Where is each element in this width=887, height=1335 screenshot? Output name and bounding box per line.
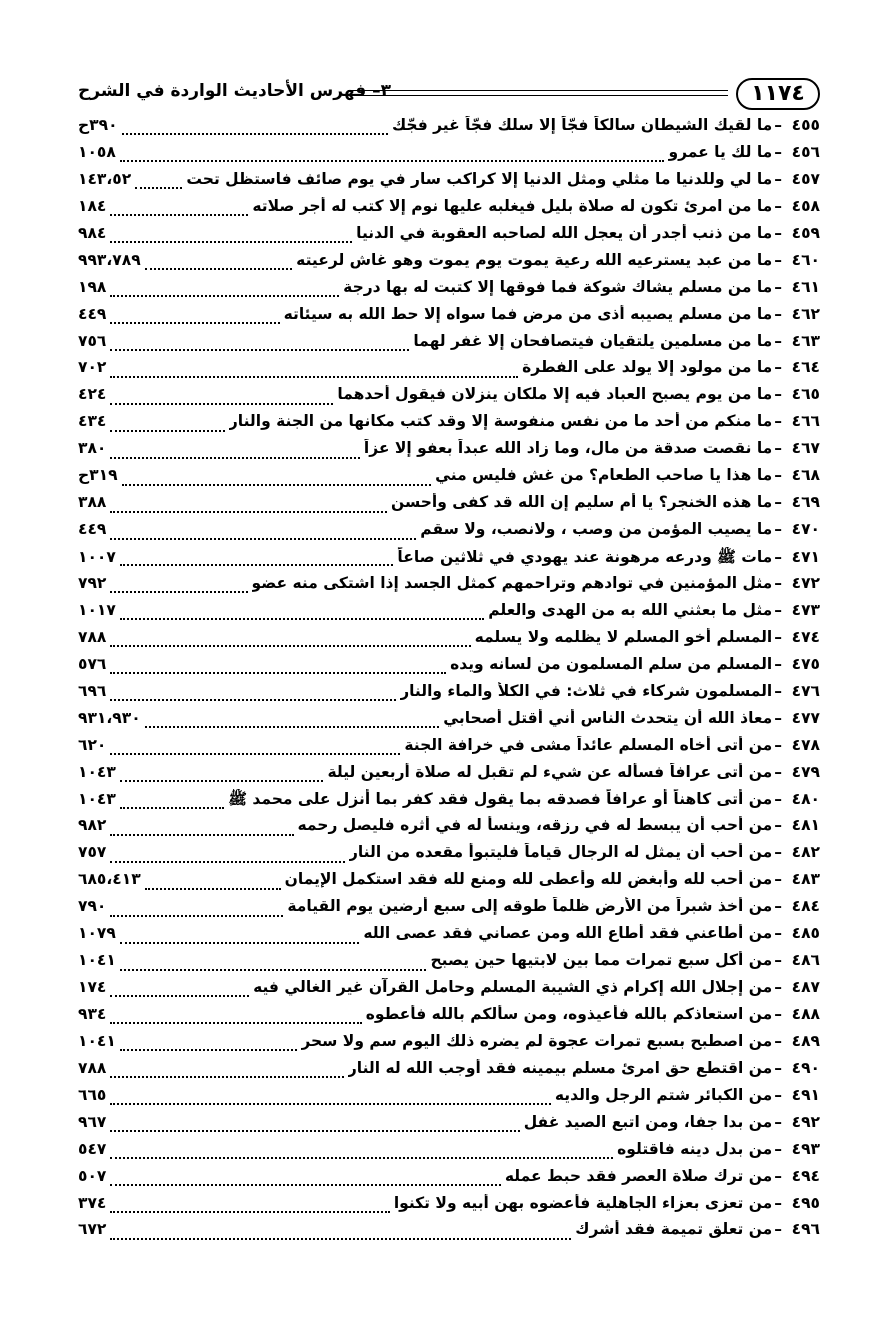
entry-leader-dots [110, 511, 387, 513]
index-entry [78, 358, 820, 385]
entry-hadith-text: ما من ذنب أجدر أن يعجل الله لصاحبه العقوبة في الدنيا [356, 223, 773, 242]
entry-dash: – [774, 304, 782, 323]
entry-dash: – [774, 1031, 782, 1050]
entry-dash: – [774, 1004, 782, 1023]
entry-dash: – [774, 978, 782, 996]
index-entry [78, 951, 820, 978]
entry-page-reference: ١٠٥٨ [78, 142, 116, 161]
entry-page-reference: ٧٨٨ [78, 627, 107, 646]
index-entry [78, 924, 820, 951]
entry-number: ٤٦٠ [791, 250, 820, 269]
entry-page-reference: ٩٣١،٩٣٠ [78, 708, 141, 727]
entry-hadith-text: من الكبائر شتم الرجل والديه [554, 1085, 773, 1104]
entry-number: ٤٨٠ [791, 790, 820, 809]
entry-number: ٤٩٢ [791, 1112, 820, 1131]
entry-leader-dots [120, 969, 427, 971]
entry-number: ٤٨١ [791, 816, 820, 835]
entry-number: ٤٦٤ [791, 358, 820, 377]
entry-hadith-text: من تعلق تميمة فقد أشرك [575, 1220, 773, 1239]
entry-number: ٤٦٨ [791, 466, 820, 485]
entry-leader-dots [122, 133, 388, 135]
entry-hadith-text: ما منكم من أحد ما من نفس منفوسة إلا وقد كتب مكانها من الجنة والنار [228, 412, 773, 431]
entry-hadith-text: ما لقيك الشيطان سالكاً فجّاً إلا سلك فجّاً غير فجّك [391, 116, 773, 134]
entry-page-reference: ٦٦٥ [78, 1085, 107, 1104]
entry-number: ٤٦٧ [791, 439, 820, 458]
entry-number: ٤٩٠ [791, 1058, 820, 1077]
entry-page-reference: ٤٢٤ [78, 385, 107, 404]
entry-hadith-text: من استعاذكم بالله فأعيذوه، ومن سألكم بالله فأعطوه [365, 1004, 773, 1023]
entry-page-reference: ١٠٤٣ [78, 762, 116, 781]
entry-leader-dots [120, 618, 484, 620]
entry-page-reference: ٩٩٣،٧٨٩ [78, 250, 141, 269]
entry-page-reference: ١٠٤١ [78, 951, 116, 970]
entry-number: ٤٦٥ [791, 385, 820, 404]
entry-leader-dots [110, 1022, 361, 1024]
entry-hadith-text: من بدا جفا، ومن اتبع الصيد غفل [523, 1112, 773, 1131]
entry-number: ٤٩٣ [791, 1139, 820, 1158]
entry-leader-dots [145, 268, 293, 270]
entry-number: ٤٨٥ [791, 924, 820, 943]
entry-number: ٤٩٥ [791, 1193, 820, 1212]
entry-leader-dots [110, 645, 470, 647]
entry-dash: – [774, 1166, 782, 1185]
entry-dash: – [774, 708, 782, 727]
entry-number: ٤٧٧ [791, 708, 820, 727]
entry-page-reference: ٥٧٦ [78, 654, 107, 673]
entry-leader-dots [135, 187, 182, 189]
entry-leader-dots [110, 403, 333, 405]
entry-dash: – [774, 116, 782, 134]
entry-leader-dots [110, 322, 279, 324]
entry-leader-dots [122, 484, 432, 486]
entry-page-reference: ٣٩٠ح [78, 116, 118, 134]
entry-page-reference: ٥٤٧ [78, 1139, 107, 1158]
entry-number: ٤٦٢ [791, 304, 820, 323]
index-entry [78, 843, 820, 870]
entry-number: ٤٥٧ [791, 169, 820, 188]
entry-dash: – [774, 1193, 782, 1212]
index-entry [78, 628, 820, 655]
index-entry [78, 466, 820, 493]
entry-page-reference: ١٠١٧ [78, 600, 116, 619]
entry-number: ٤٧٢ [791, 573, 820, 592]
entry-page-reference: ٧٩٠ [78, 897, 107, 916]
entry-dash: – [774, 897, 782, 916]
entry-hadith-text: مثل المؤمنين في توادهم وتراحمهم كمثل الجسد إذا اشتكى منه عضو [251, 573, 773, 592]
entry-leader-dots [110, 753, 400, 755]
index-entry [78, 116, 820, 143]
entry-dash: – [774, 573, 782, 592]
index-entry [78, 439, 820, 466]
entry-hadith-text: من أخذ شبراً من الأرض ظلماً طوقه إلى سبع أرضين يوم القيامة [287, 897, 773, 916]
entry-hadith-text: ما من عبد يسترعيه الله رعية يموت يوم يموت وهو غاش لرعيته [296, 250, 773, 269]
entry-dash: – [774, 277, 782, 296]
index-entry [78, 574, 820, 601]
entry-hadith-text: مثل ما بعثني الله به من الهدى والعلم [488, 600, 773, 619]
entry-leader-dots [110, 672, 446, 674]
entry-hadith-text: من أطاعني فقد أطاع الله ومن عصاني فقد عصى الله [363, 924, 773, 943]
entry-page-reference: ٧٥٦ [78, 331, 107, 350]
entry-hadith-text: ما من مولود إلا يولد على الفطرة [522, 358, 773, 377]
index-entry [78, 385, 820, 412]
entry-leader-dots [120, 942, 360, 944]
entry-dash: – [774, 1085, 782, 1104]
entry-leader-dots [110, 538, 416, 540]
entry-leader-dots [110, 834, 293, 836]
entry-hadith-text: من ترك صلاة العصر فقد حبط عمله [504, 1166, 773, 1185]
entry-dash: – [774, 412, 782, 431]
entry-leader-dots [110, 861, 345, 863]
entry-number: ٤٥٦ [791, 142, 820, 161]
entry-leader-dots [110, 1238, 571, 1240]
entry-number: ٤٧١ [791, 548, 820, 566]
entry-dash: – [774, 331, 782, 350]
entry-page-reference: ٩٣٤ [78, 1004, 107, 1023]
entry-page-reference: ٤٣٤ [78, 412, 107, 431]
entry-hadith-text: ما من مسلم يصيبه أذى من مرض فما سواه إلا حط الله به سيئاته [283, 304, 773, 323]
entry-number: ٤٧٩ [791, 762, 820, 781]
entry-number: ٤٧٤ [791, 627, 820, 646]
entry-hadith-text: من أحب لله وأبغض لله وأعطى لله ومنع لله فقد استكمل الإيمان [284, 870, 773, 889]
entry-leader-dots [110, 1157, 613, 1159]
entry-leader-dots [110, 995, 249, 997]
entry-dash: – [774, 142, 782, 161]
entry-dash: – [774, 1112, 782, 1131]
entry-page-reference: ١٨٤ [78, 196, 107, 215]
entry-dash: – [774, 548, 782, 566]
index-entry [78, 520, 820, 547]
entry-number: ٤٩٦ [791, 1220, 820, 1239]
entry-hadith-text: ما لي وللدنيا ما مثلي ومثل الدنيا إلا كراكب سار في يوم صائف فاستظل تحت [186, 169, 773, 188]
entry-hadith-text: ما هذه الخنجر؟ يا أم سليم إن الله قد كفى وأحسن [391, 493, 773, 512]
entry-dash: – [774, 196, 782, 215]
entry-page-reference: ٣١٩ح [78, 466, 118, 485]
entry-page-reference: ٧٠٢ [78, 358, 107, 377]
entry-leader-dots [110, 430, 224, 432]
entry-hadith-text: المسلم أخو المسلم لا يظلمه ولا يسلمه [474, 627, 773, 646]
index-entry [78, 170, 820, 197]
entry-page-reference: ١٧٤ [78, 978, 107, 996]
entry-hadith-text: مات ﷺ ودرعه مرهونة عند يهودي في ثلاثين صاعاً [397, 548, 773, 566]
entry-number: ٤٨٧ [791, 978, 820, 996]
entry-dash: – [774, 816, 782, 835]
entry-page-reference: ٧٩٢ [78, 573, 107, 592]
entry-number: ٤٩٤ [791, 1166, 820, 1185]
index-entry [78, 1220, 820, 1247]
entry-dash: – [774, 600, 782, 619]
entry-dash: – [774, 870, 782, 889]
entry-number: ٤٦١ [791, 277, 820, 296]
entry-number: ٤٨٩ [791, 1031, 820, 1050]
entry-hadith-text: من إجلال الله إكرام ذي الشيبة المسلم وحامل القرآن غير الغالي فيه [253, 978, 773, 996]
index-entry [78, 978, 820, 1005]
entry-page-reference: ٤٤٩ [78, 520, 107, 539]
entry-dash: – [774, 466, 782, 485]
entry-page-reference: ٤٤٩ [78, 304, 107, 323]
entry-dash: – [774, 924, 782, 943]
entry-hadith-text: المسلم من سلم المسلمون من لسانه ويده [450, 654, 773, 673]
entry-dash: – [774, 762, 782, 781]
entry-hadith-text: من اقتطع حق امرئ مسلم بيمينه فقد أوجب الله له النار [347, 1058, 773, 1077]
entry-page-reference: ٣٧٤ [78, 1193, 107, 1212]
entry-hadith-text: المسلمون شركاء في ثلاث: في الكلأ والماء والنار [400, 681, 773, 700]
index-entry [78, 1113, 820, 1140]
index-page [78, 66, 820, 1247]
hadith-index-list [78, 116, 820, 1247]
entry-page-reference: ١٠٧٩ [78, 924, 116, 943]
entry-number: ٤٩١ [791, 1085, 820, 1104]
entry-dash: – [774, 843, 782, 862]
index-entry [78, 709, 820, 736]
entry-leader-dots [110, 457, 360, 459]
entry-hadith-text: ما هذا يا صاحب الطعام؟ من غش فليس مني [435, 466, 773, 485]
entry-page-reference: ٣٨٨ [78, 493, 107, 512]
entry-page-reference: ٦٧٢ [78, 1220, 107, 1239]
entry-hadith-text: من أحب أن يمثل له الرجال قياماً فليتبوأ مقعده من النار [348, 843, 773, 862]
index-entry [78, 897, 820, 924]
entry-number: ٤٨٤ [791, 897, 820, 916]
entry-number: ٤٧٥ [791, 654, 820, 673]
entry-hadith-text: من بدل دينه فاقتلوه [617, 1139, 773, 1158]
index-entry [78, 763, 820, 790]
entry-page-reference: ٧٥٧ [78, 843, 107, 862]
entry-hadith-text: ما من مسلم يشاك شوكة فما فوقها إلا كتبت له بها درجة [343, 277, 773, 296]
entry-leader-dots [110, 1076, 343, 1078]
entry-leader-dots [110, 699, 396, 701]
entry-dash: – [774, 627, 782, 646]
index-entry [78, 870, 820, 897]
entry-page-reference: ٥٠٧ [78, 1166, 107, 1185]
entry-leader-dots [145, 726, 440, 728]
entry-dash: – [774, 385, 782, 404]
entry-leader-dots [110, 1184, 501, 1186]
entry-dash: – [774, 1139, 782, 1158]
entry-hadith-text: ما من يوم يصبح العباد فيه إلا ملكان ينزلان فيقول أحدهما [337, 385, 773, 404]
index-entry [78, 1194, 820, 1221]
entry-dash: – [774, 681, 782, 700]
entry-number: ٤٥٥ [791, 116, 820, 134]
index-entry [78, 224, 820, 251]
entry-dash: – [774, 790, 782, 809]
entry-leader-dots [110, 376, 518, 378]
entry-dash: – [774, 250, 782, 269]
entry-number: ٤٨٦ [791, 951, 820, 970]
section-title: ٣– فهرس الأحاديث الواردة في الشرح [78, 81, 392, 101]
entry-page-reference: ٩٦٧ [78, 1112, 107, 1131]
entry-dash: – [774, 169, 782, 188]
entry-dash: – [774, 1220, 782, 1239]
header-rule [348, 90, 728, 96]
index-entry [78, 682, 820, 709]
entry-number: ٤٧٨ [791, 735, 820, 754]
entry-number: ٤٨٣ [791, 870, 820, 889]
entry-hadith-text: ما لك يا عمرو [668, 142, 773, 161]
entry-number: ٤٧٦ [791, 681, 820, 700]
entry-page-reference: ١٠٤١ [78, 1031, 116, 1050]
entry-page-reference: ٧٨٨ [78, 1058, 107, 1077]
index-entry [78, 1059, 820, 1086]
index-entry [78, 493, 820, 520]
index-entry [78, 143, 820, 170]
index-entry [78, 1032, 820, 1059]
entry-page-reference: ١٠٠٧ [78, 548, 116, 566]
entry-dash: – [774, 493, 782, 512]
index-entry [78, 816, 820, 843]
entry-leader-dots [145, 888, 281, 890]
entry-leader-dots [120, 807, 224, 809]
entry-leader-dots [110, 591, 247, 593]
entry-page-reference: ٣٨٠ [78, 439, 107, 458]
entry-page-reference: ٦٩٦ [78, 681, 107, 700]
index-entry [78, 736, 820, 763]
entry-dash: – [774, 951, 782, 970]
index-entry [78, 251, 820, 278]
entry-number: ٤٧٠ [791, 520, 820, 539]
index-entry [78, 547, 820, 574]
index-entry [78, 1167, 820, 1194]
entry-dash: – [774, 358, 782, 377]
entry-dash: – [774, 1058, 782, 1077]
entry-page-reference: ٩٨٢ [78, 816, 107, 835]
entry-leader-dots [110, 1130, 519, 1132]
entry-leader-dots [110, 915, 283, 917]
entry-leader-dots [110, 349, 409, 351]
entry-number: ٤٧٣ [791, 600, 820, 619]
entry-page-reference: ٦٢٠ [78, 735, 107, 754]
entry-page-reference: ١٤٣،٥٢ [78, 169, 132, 188]
entry-page-reference: ١٠٤٣ [78, 790, 116, 809]
entry-leader-dots [120, 564, 394, 566]
entry-dash: – [774, 654, 782, 673]
page-header [78, 66, 820, 116]
entry-leader-dots [110, 295, 339, 297]
entry-dash: – [774, 439, 782, 458]
entry-leader-dots [120, 1049, 298, 1051]
entry-leader-dots [110, 1211, 389, 1213]
entry-number: ٤٨٨ [791, 1004, 820, 1023]
index-entry [78, 655, 820, 682]
entry-hadith-text: ما من امرئ تكون له صلاة بليل فيغلبه عليها نوم إلا كتب له أجر صلاته [252, 196, 773, 215]
entry-leader-dots [110, 241, 352, 243]
entry-dash: – [774, 223, 782, 242]
index-entry [78, 1140, 820, 1167]
entry-number: ٤٥٩ [791, 223, 820, 242]
entry-hadith-text: معاذ الله أن يتحدث الناس أني أقتل أصحابي [443, 708, 773, 727]
entry-hadith-text: من أكل سبع تمرات مما بين لابتيها حين يصبح [430, 951, 773, 970]
index-entry [78, 412, 820, 439]
index-entry [78, 1086, 820, 1113]
index-entry [78, 278, 820, 305]
entry-number: ٤٦٦ [791, 412, 820, 431]
page-number-badge: ١١٧٤ [736, 78, 820, 110]
entry-number: ٤٨٢ [791, 843, 820, 862]
index-entry [78, 1005, 820, 1032]
entry-leader-dots [110, 214, 248, 216]
entry-number: ٤٦٩ [791, 493, 820, 512]
entry-hadith-text: ما من مسلمين يلتقيان فيتصافحان إلا غفر لهما [413, 331, 773, 350]
entry-hadith-text: من أتى كاهناً أو عرافاً فصدقه بما يقول فقد كفر بما أنزل على محمد ﷺ [228, 790, 773, 809]
index-entry [78, 601, 820, 628]
entry-leader-dots [120, 160, 665, 162]
entry-hadith-text: من أتى أخاه المسلم عائداً مشى في خرافة الجنة [404, 735, 773, 754]
entry-leader-dots [110, 1103, 551, 1105]
entry-page-reference: ١٩٨ [78, 277, 107, 296]
index-entry [78, 789, 820, 816]
entry-number: ٤٦٣ [791, 331, 820, 350]
entry-hadith-text: ما نقصت صدقة من مال، وما زاد الله عبداً بعفو إلا عزاً [363, 439, 773, 458]
entry-dash: – [774, 735, 782, 754]
index-entry [78, 305, 820, 332]
entry-hadith-text: من تعزى بعزاء الجاهلية فأعضوه بهن أبيه ولا تكنوا [393, 1193, 773, 1212]
entry-hadith-text: ما يصيب المؤمن من وصب ، ولانصب، ولا سقم [420, 520, 773, 539]
entry-hadith-text: من اصطبح بسبع تمرات عجوة لم يضره ذلك اليوم سم ولا سحر [301, 1031, 773, 1050]
entry-number: ٤٥٨ [791, 196, 820, 215]
index-entry [78, 332, 820, 359]
entry-dash: – [774, 520, 782, 539]
index-entry [78, 197, 820, 224]
entry-hadith-text: من أتى عرافاً فسأله عن شيء لم تقبل له صلاة أربعين ليلة [327, 762, 773, 781]
entry-page-reference: ٩٨٤ [78, 223, 107, 242]
entry-leader-dots [120, 780, 324, 782]
entry-page-reference: ٦٨٥،٤١٣ [78, 870, 141, 889]
entry-hadith-text: من أحب أن يبسط له في رزقه، وينسأ له في أثره فليصل رحمه [297, 816, 773, 835]
